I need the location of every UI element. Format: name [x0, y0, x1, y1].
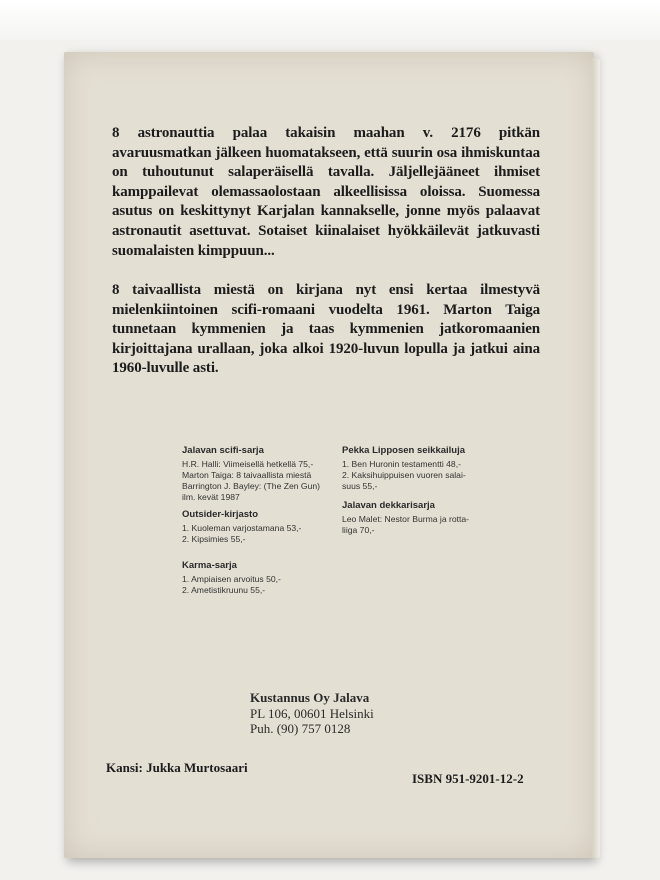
publisher-name: Kustannus Oy Jalava: [250, 690, 370, 705]
series-item: Leo Malet: Nestor Burma ja rotta-: [342, 514, 470, 524]
blurb-paragraph-1: 8 astronauttia palaa takaisin maahan v. 2176 pitkän avaruusmatkan jälkeen huomatakseen, että suurin osa ihmiskuntaa on tuhoutunut salaperäisellä tavalla. Jäljellejääneet ihmiset kamppailevat olemassaolostaan alkeellisissa oloissa. Suomessa asutus on keskittynyt Karjalan kannakselle, jonne myös palaavat astronautit asettuvat. Sotaiset kiinalaiset hyökkäilevät jatkuvasti suomalaisten kimppuun...: [112, 125, 540, 259]
series-outsider: [182, 509, 301, 545]
series-title: Pekka Lipposen seikkailuja: [342, 445, 466, 456]
series-item: suus 55,-: [342, 481, 378, 491]
series-item: Marton Taiga: 8 taivaallista miestä: [182, 470, 312, 480]
series-item: H.R. Halli: Viimeisellä hetkellä 75,-: [182, 459, 314, 469]
isbn: ISBN 951-9201-12-2: [412, 771, 524, 786]
series-item: 1. Ben Huronin testamentti 48,-: [342, 459, 461, 469]
series-item: 2. Ametistikruunu 55,-: [182, 585, 266, 595]
series-pekka-lipponen: [342, 445, 466, 492]
series-item: Barrington J. Bayley: (The Zen Gun): [182, 481, 321, 491]
series-jalavan-scifi: [182, 445, 320, 503]
series-title: Outsider-kirjasto: [182, 509, 259, 520]
book-back-cover: [64, 52, 594, 858]
publisher-block: [250, 690, 410, 737]
series-title: Jalavan scifi-sarja: [182, 445, 264, 456]
series-item: 2. Kipsimies 55,-: [182, 534, 246, 544]
publisher-address: PL 106, 00601 Helsinki: [250, 705, 374, 721]
blurb-paragraph-2: 8 taivaallista miestä on kirjana nyt ensi kertaa ilmestyvä mielenkiintoinen scifi-romaani vuodelta 1961. Marton Taiga tunnetaan kymmenien ja taas kymmenien jatkoromaanien kirjoittajana urallaan, joka alkoi 1920-luvun lopulla ja jatkui aina 1960-luvulle asti.: [112, 282, 540, 377]
series-item: 1. Kuoleman varjostamana 53,-: [182, 523, 302, 533]
series-title: Karma-sarja: [182, 560, 237, 571]
series-item: 2. Kaksihuippuisen vuoren salai-: [342, 470, 466, 480]
series-item: liiga 70,-: [342, 525, 375, 535]
series-title: Jalavan dekkarisarja: [342, 500, 435, 511]
publisher-phone: Puh. (90) 757 0128: [250, 721, 351, 736]
series-item: ilm. kevät 1987: [182, 492, 240, 502]
series-dekkari: [342, 500, 469, 536]
series-item: 1. Ampiaisen arvoitus 50,-: [182, 574, 281, 584]
series-karma: [182, 560, 281, 596]
background: [0, 0, 660, 40]
cover-credit: Kansi: Jukka Murtosaari: [106, 760, 248, 775]
